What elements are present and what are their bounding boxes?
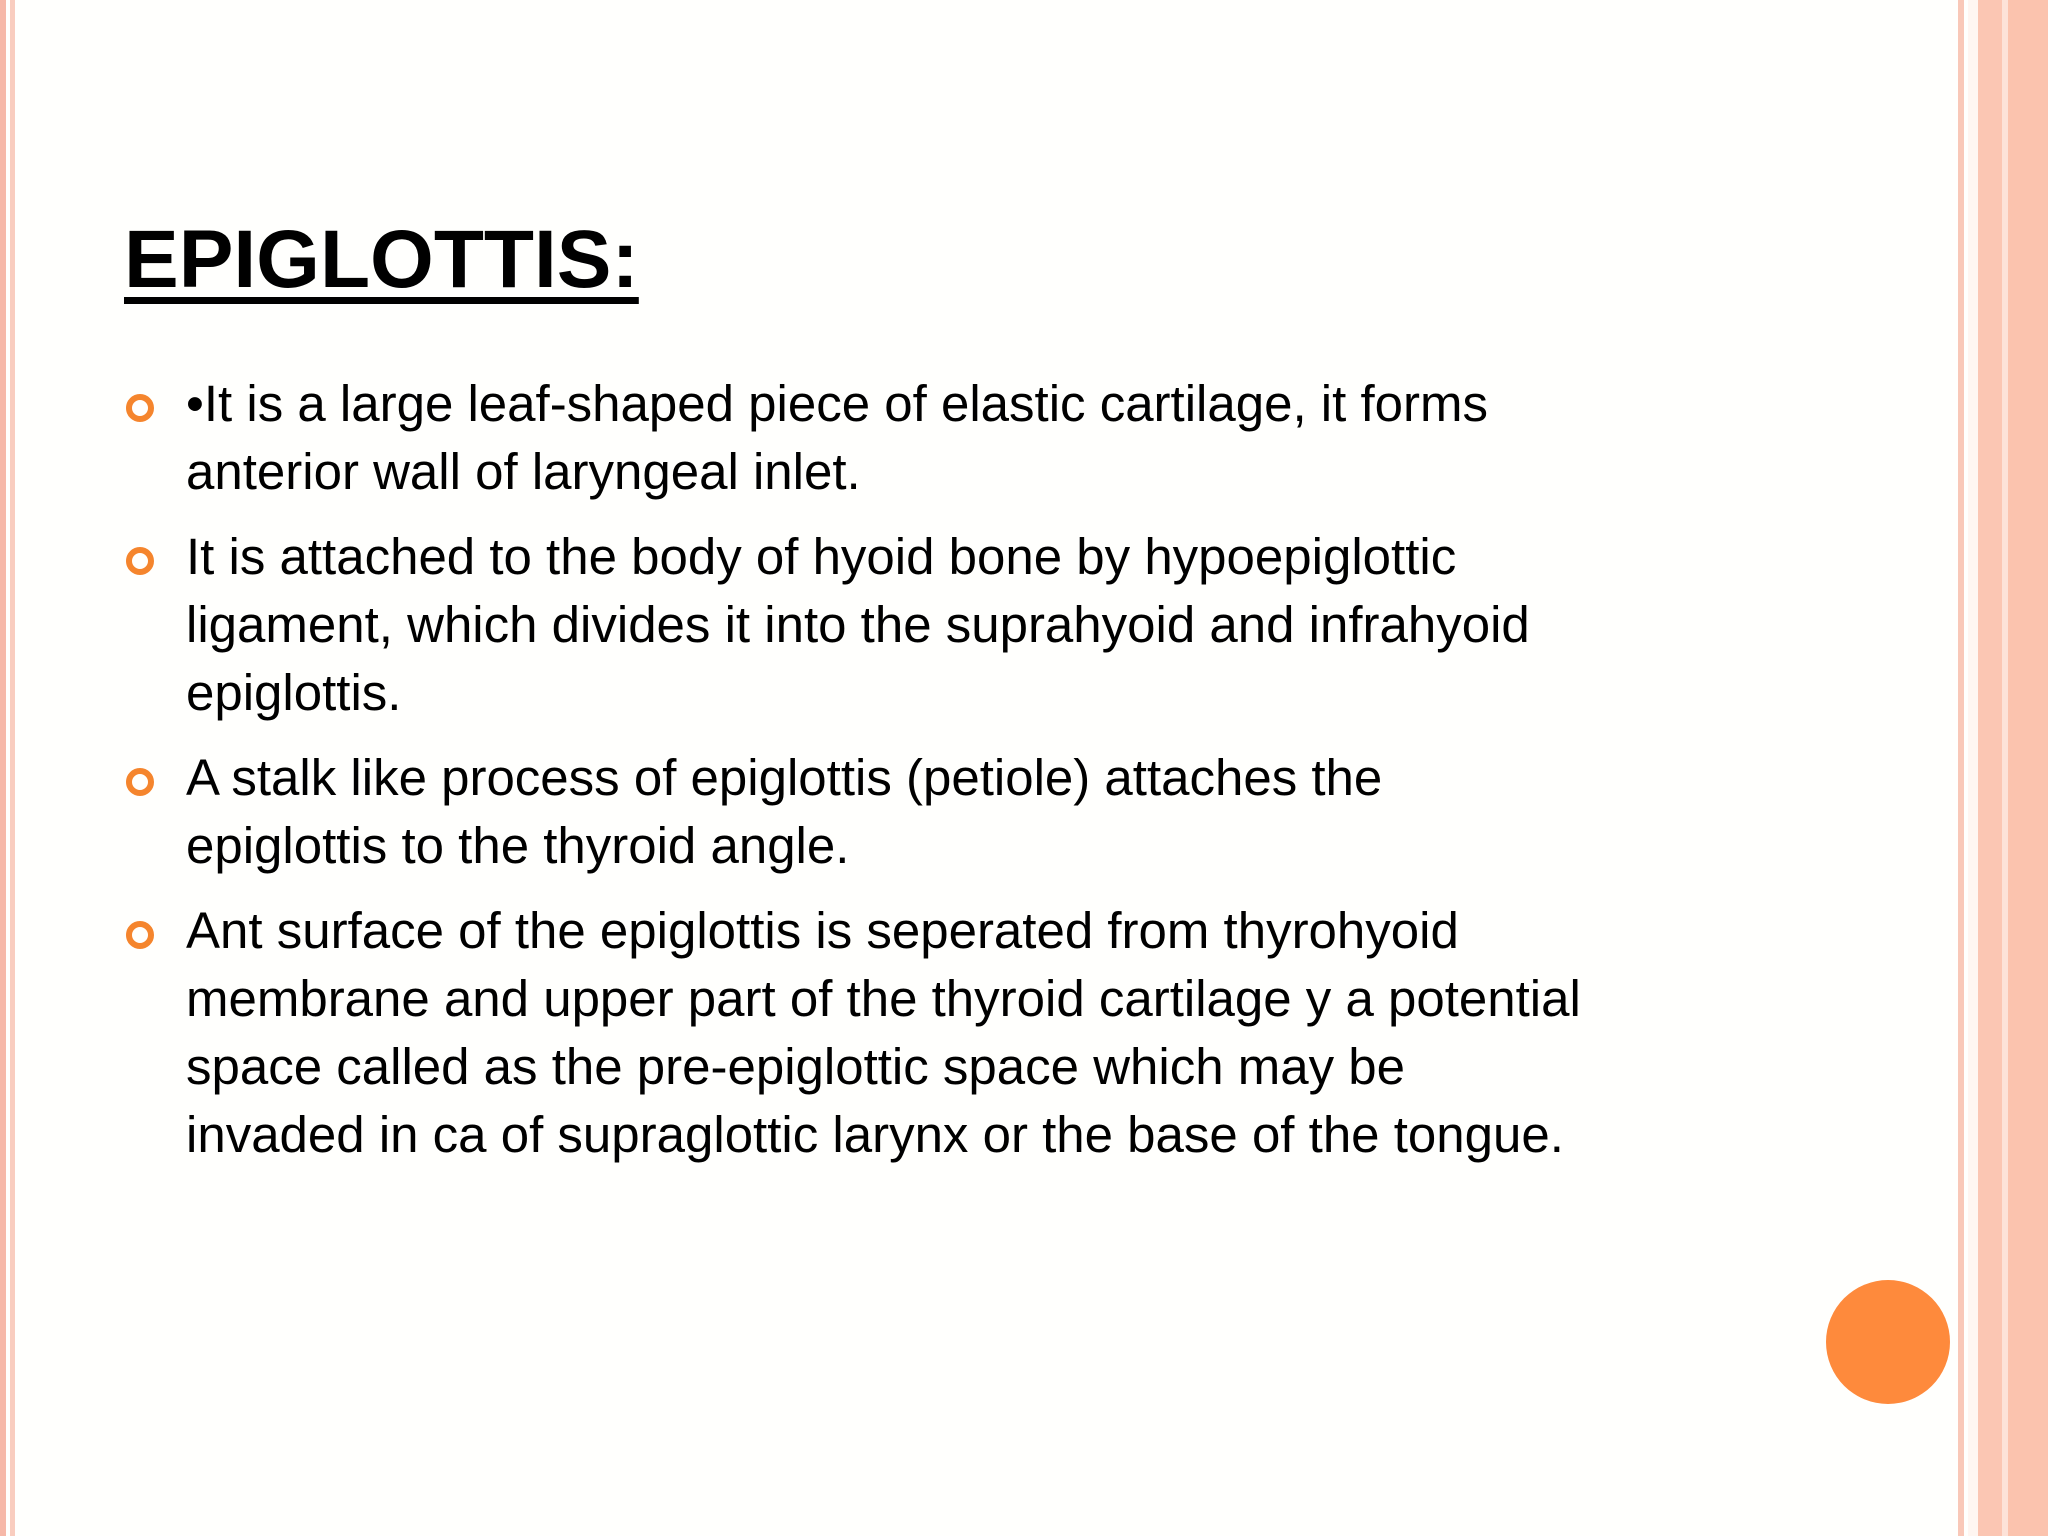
right-border-band-outer <box>2008 0 2048 1536</box>
bullet-list <box>124 370 1844 1186</box>
bullet-text: Ant surface of the epiglottis is seperated from thyrohyoid membrane and upper part of the thyroid cartilage y a potential space called as the pre-epiglottic space which may be invaded in ca of supraglottic larynx or the base of the tongue. <box>186 902 1581 1163</box>
bullet-text: •It is a large leaf-shaped piece of elastic cartilage, it forms anterior wall of laryngeal inlet. <box>186 375 1488 500</box>
left-border-stripe <box>0 0 6 1536</box>
bullet-ring-icon <box>126 547 154 575</box>
bullet-ring-icon <box>126 394 154 422</box>
bullet-item <box>124 897 1844 1169</box>
slide-title: EPIGLOTTIS: <box>124 214 639 305</box>
bullet-text: It is attached to the body of hyoid bone by hypoepiglottic ligament, which divides it into the suprahyoid and infrahyoid epiglottis. <box>186 528 1530 721</box>
bullet-item <box>124 370 1844 506</box>
right-border-band <box>1978 0 2002 1536</box>
left-border-stripe-inner <box>10 0 15 1536</box>
bullet-ring-icon <box>126 921 154 949</box>
bullet-item <box>124 523 1844 727</box>
decorative-orange-circle <box>1826 1280 1950 1404</box>
bullet-item <box>124 744 1844 880</box>
right-border-gap <box>1968 0 1978 1536</box>
right-border-stripe <box>1958 0 1964 1536</box>
bullet-text: A stalk like process of epiglottis (petiole) attaches the epiglottis to the thyroid angle. <box>186 749 1383 874</box>
bullet-ring-icon <box>126 768 154 796</box>
